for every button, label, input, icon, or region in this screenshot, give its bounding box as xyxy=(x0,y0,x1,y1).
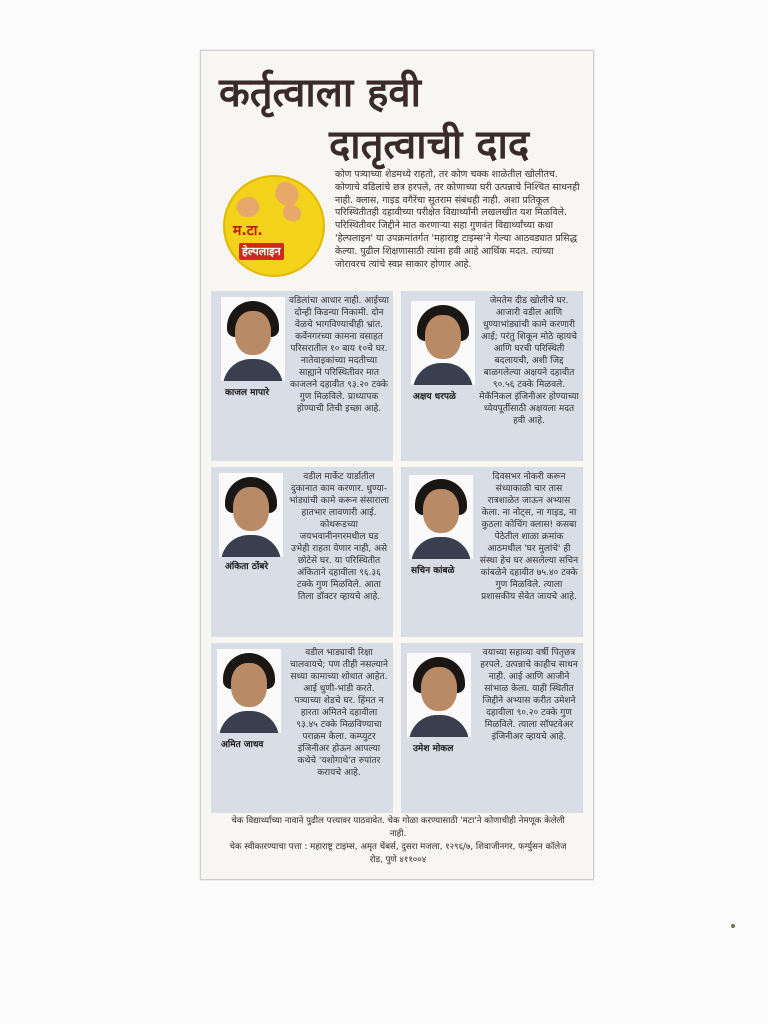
student-story: वडील मार्केट यार्डातील दुकानात काम करणार. धुण्या-भांड्यांची कामे करून संसाराला हातभार लावणारी आई. कोथरूडच्या जयभवानीनगरमधील घड उभेही राहता येणार नाही, असे छोटेसे घर. या परिस्थितीत अंकिताने दहावीला ९६.३६ टक्के गुण मिळविले. आता तिला डॉक्टर व्हायचे आहे. xyxy=(289,472,389,602)
intro-paragraph: कोण पत्र्याच्या शेडमध्ये राहतो, तर कोण चक्क शाळेतील खोलीतच. कोणाचे वडिलांचे छत्र हरपले, तर कोणाच्या घरी उत्पन्नाचे निश्चित साधनही नाही. क्लास, गाइड वगैरेंचा सुतराम संबंधही नाही. अशा प्रतिकूल परिस्थितीतही दहावीच्या परीक्षेत विद्यार्थ्यांनी लखलखीत यश मिळविले. परिस्थितीवर जिद्दीने मात करणाऱ्या सहा गुणवंत विद्यार्थ्यांच्या कथा 'हेल्पलाइन' या उपक्रमांतर्गत 'महाराष्ट्र टाइम्स'ने गेल्या आठवड्यात प्रसिद्ध केल्या. पुढील शिक्षणासाठी त्यांना हवी आहे आर्थिक मदत. त्यांच्या जोरावरच त्यांचे स्वप्न साकार होणार आहे. xyxy=(335,169,580,270)
student-name: अमित जाधव xyxy=(221,740,264,750)
logo-text-helpline: हेल्पलाइन xyxy=(239,243,284,260)
headline-line-2: दातृत्वाची दाद xyxy=(329,122,530,168)
student-story: वडिलांचा आधार नाही. आईच्या दोन्ही किडन्या निकामी. दोन वेळचे भागविण्याचीही भ्रांत. कर्वेनगरच्या कामना वसाहत परिसरातील १० बाय १०चे घर. नातेवाइकांच्या मदतीच्या साह्याने परिस्थितीवर मात काजलने दहावीत ९३.२० टक्के गुण मिळविले. प्राध्यापक होण्याची तिची इच्छा आहे. xyxy=(289,296,389,414)
paper-speck xyxy=(731,924,735,928)
student-story: वडील भाड्याची रिक्षा चालवायचे; पण तीही नसल्याने सध्या कामाच्या शोधात आहेत. आई धुणी-भांडी करते. पत्र्याच्या शेडचे घर. हिंमत न हारता अमितने दहावीला ९३.४५ टक्के मिळविण्याचा पराक्रम केला. कम्प्युटर इंजिनीअर होऊन आपल्या कथेचे 'यशोगाथे'त रुपांतर करायचे आहे. xyxy=(290,648,388,778)
cheque-note: चेक विद्यार्थ्यांच्या नावाने पुढील पत्त्यावर पाठवावेत. चेक गोळा करण्यासाठी 'मटा'ने कोणाचीही नेमणूक केलेली नाही. xyxy=(231,816,565,839)
student-name: उमेश मोकल xyxy=(413,744,454,754)
student-card-kajal xyxy=(211,291,393,461)
mata-helpline-logo xyxy=(223,175,325,277)
student-photo xyxy=(409,475,473,559)
logo-text-mata: म.टा. xyxy=(233,223,263,239)
newspaper-clipping xyxy=(200,50,594,880)
student-card-akshay xyxy=(401,291,583,461)
student-photo xyxy=(221,297,285,381)
hand-icon xyxy=(234,193,262,220)
student-name: अंकिता ठोंबरे xyxy=(225,562,269,572)
student-photo xyxy=(217,649,281,733)
student-name: काजल मापारे xyxy=(225,388,269,398)
student-card-sachin xyxy=(401,467,583,637)
cheque-instructions xyxy=(223,815,573,867)
student-story: जेमतेम दीड खोलीचे घर. आजारी वडील आणि धुण्याभांड्यांची कामे करणारी आई; परंतु शिकून मोठे व्हायचे आणि घरची परिस्थिती बदलायची, अशी जिद्द बाळगलेल्या अक्षयने दहावीत ९०.५६ टक्के मिळवले. मेकॅनिकल इंजिनीअर होण्याच्या ध्येयपूर्तीसाठी अक्षयला मदत हवी आहे. xyxy=(479,296,579,426)
student-card-amit xyxy=(211,643,393,813)
student-story: वयाच्या सहाव्या वर्षी पितृछत्र हरपले. उत्पन्नाचे काहीच साधन नाही. आई आणि आजीने सांभाळ केला. याही स्थितीत जिद्दीने अभ्यास करीत उमेशने दहावीला ९०.२० टक्के गुण मिळविले. त्याला सॉफ्टवेअर इंजिनीअर व्हायचे आहे. xyxy=(480,648,578,742)
student-photo xyxy=(407,653,471,737)
student-photo xyxy=(219,473,283,557)
student-card-ankita xyxy=(211,467,393,637)
student-story: दिवसभर नोकरी करून संध्याकाळी चार तास रात्रशाळेत जाऊन अभ्यास केला. ना नोट्स, ना गाइड, ना कुठला कोचिंग क्लास! कसबा पेठेतील शाळा क्रमांक आठमधील 'घर मुलांचे' ही संस्था हेच घर असलेल्या सचिन कांबळेने दहावीत ७५.४० टक्के गुण मिळविले. त्याला प्रशासकीय सेवेत जायचे आहे. xyxy=(479,472,579,602)
headline-line-1: कर्तृत्वाला हवी xyxy=(219,70,421,116)
student-name: सचिन कांबळे xyxy=(411,566,455,576)
student-photo xyxy=(411,301,475,385)
student-name: अक्षय धरपळे xyxy=(413,392,456,402)
cheque-address: चेक स्वीकारण्याचा पत्ता : महाराष्ट्र टाइम्स, अमृत चेंबर्स, दुसरा मजला, १२९६/७, शिवाजीनगर, फर्ग्युसन कॉलेज रोड, पुणे ४११००४ xyxy=(229,842,567,865)
student-card-umesh xyxy=(401,643,583,813)
hand-icon xyxy=(282,204,303,223)
